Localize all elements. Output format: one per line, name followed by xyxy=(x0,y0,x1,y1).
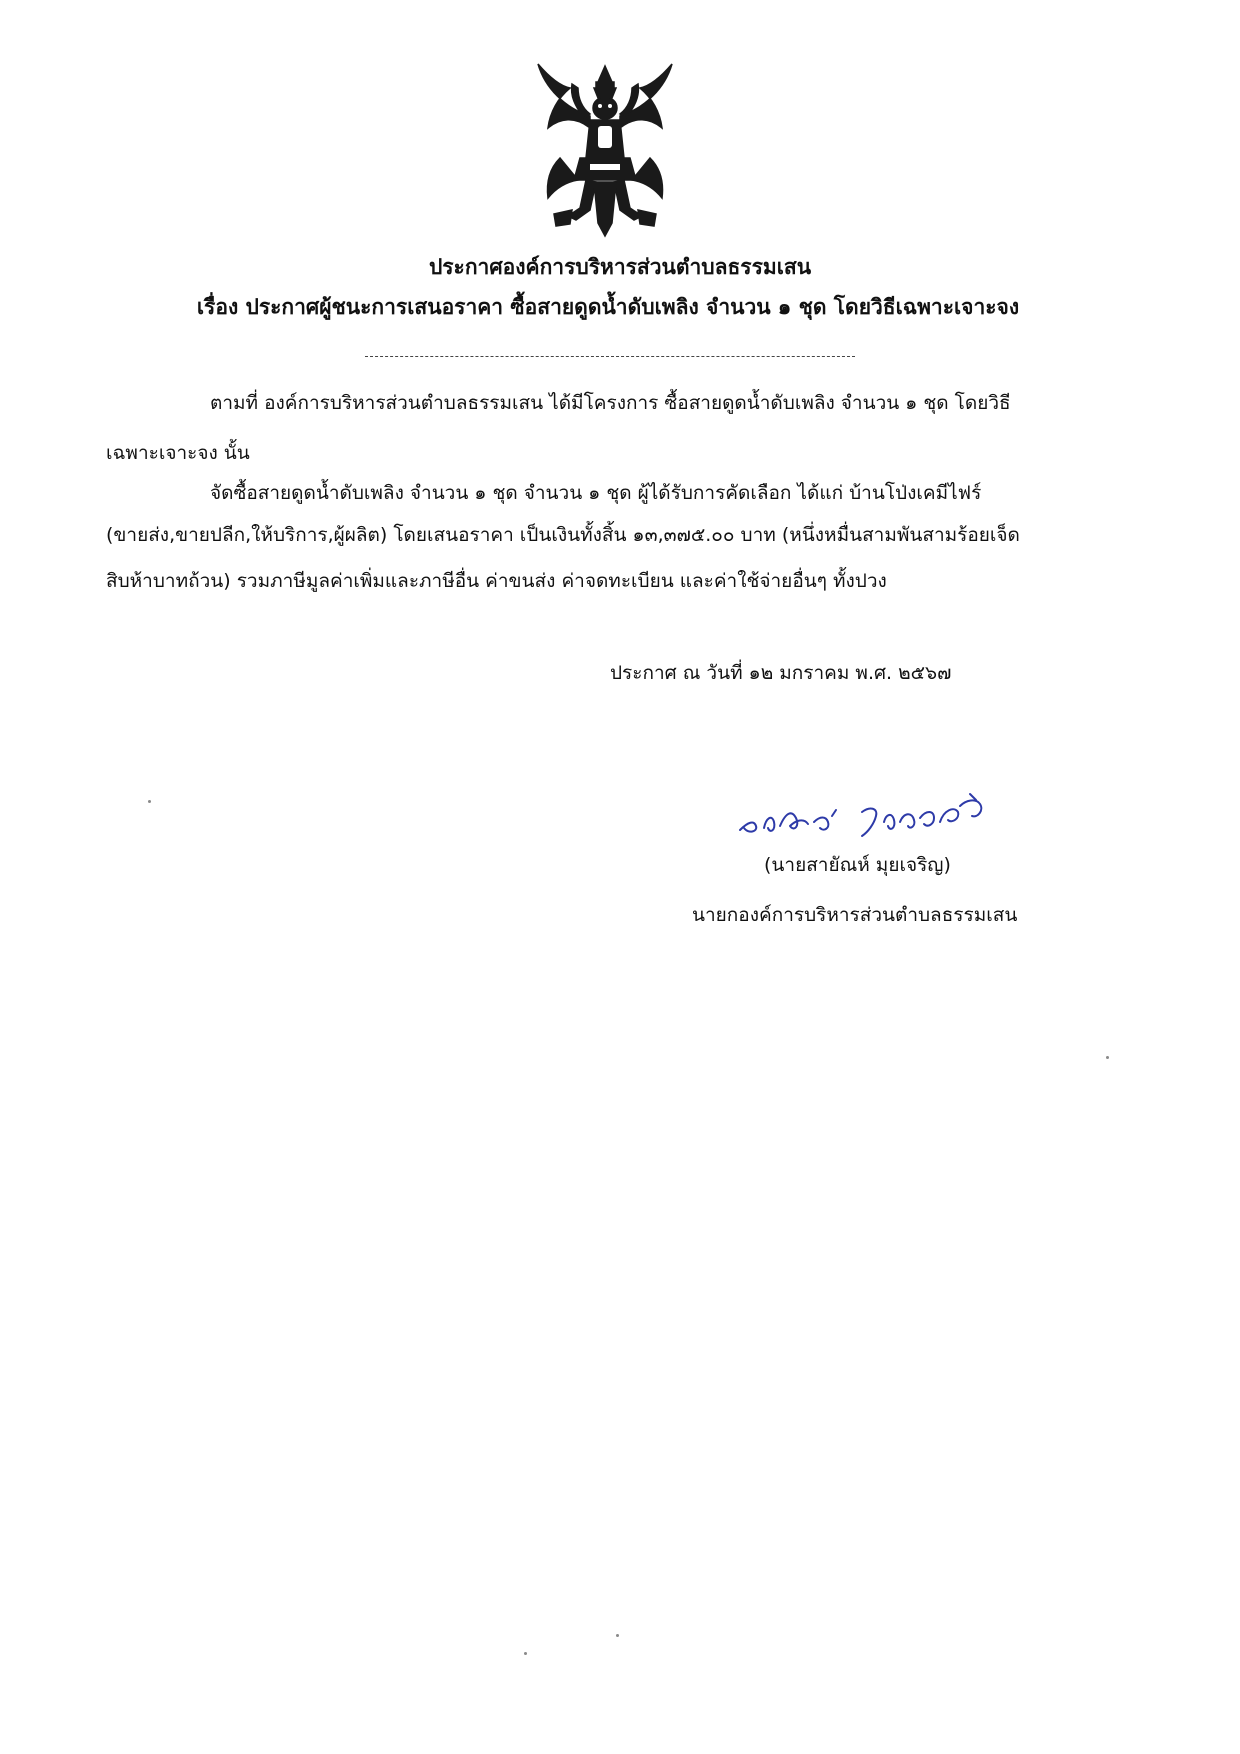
scan-speck xyxy=(616,1634,619,1637)
document-title: ประกาศองค์การบริหารส่วนตำบลธรรมเสน xyxy=(428,255,812,279)
paragraph-2-line-3: สิบห้าบาทถ้วน) รวมภาษีมูลค่าเพิ่มและภาษีอื่น ค่าขนส่ง ค่าจดทะเบียน และค่าใช้จ่ายอื่นๆ ทั้งปวง xyxy=(106,570,887,592)
scan-speck xyxy=(148,800,151,803)
title-divider xyxy=(365,356,855,357)
paragraph-2-line-2: (ขายส่ง,ขายปลีก,ให้บริการ,ผู้ผลิต) โดยเสนอราคา เป็นเงินทั้งสิ้น ๑๓,๓๗๕.๐๐ บาท (หนึ่งหมื่นสามพันสามร้อยเจ็ด xyxy=(106,524,1020,546)
announcement-date: ประกาศ ณ วันที่ ๑๒ มกราคม พ.ศ. ๒๕๖๗ xyxy=(610,662,952,684)
signer-position: นายกองค์การบริหารส่วนตำบลธรรมเสน xyxy=(692,904,1018,926)
paragraph-1-line-1: ตามที่ องค์การบริหารส่วนตำบลธรรมเสน ได้มีโครงการ ซื้อสายดูดน้ำดับเพลิง จำนวน ๑ ชุด โดยวิธี xyxy=(210,392,1011,414)
signer-name: (นายสายัณห์ มุยเจริญ) xyxy=(764,854,951,876)
garuda-emblem-icon xyxy=(520,58,690,238)
scan-speck xyxy=(1106,1056,1109,1059)
scan-speck xyxy=(524,1652,527,1655)
handwritten-signature xyxy=(734,782,994,842)
document-subject: เรื่อง ประกาศผู้ชนะการเสนอราคา ซื้อสายดูดน้ำดับเพลิง จำนวน ๑ ชุด โดยวิธีเฉพาะเจาะจง xyxy=(196,295,1020,319)
paragraph-2-line-1: จัดซื้อสายดูดน้ำดับเพลิง จำนวน ๑ ชุด จำนวน ๑ ชุด ผู้ได้รับการคัดเลือก ได้แก่ บ้านโป่งเคมีไฟร์ xyxy=(210,482,982,504)
paragraph-1-line-2: เฉพาะเจาะจง นั้น xyxy=(106,442,250,464)
